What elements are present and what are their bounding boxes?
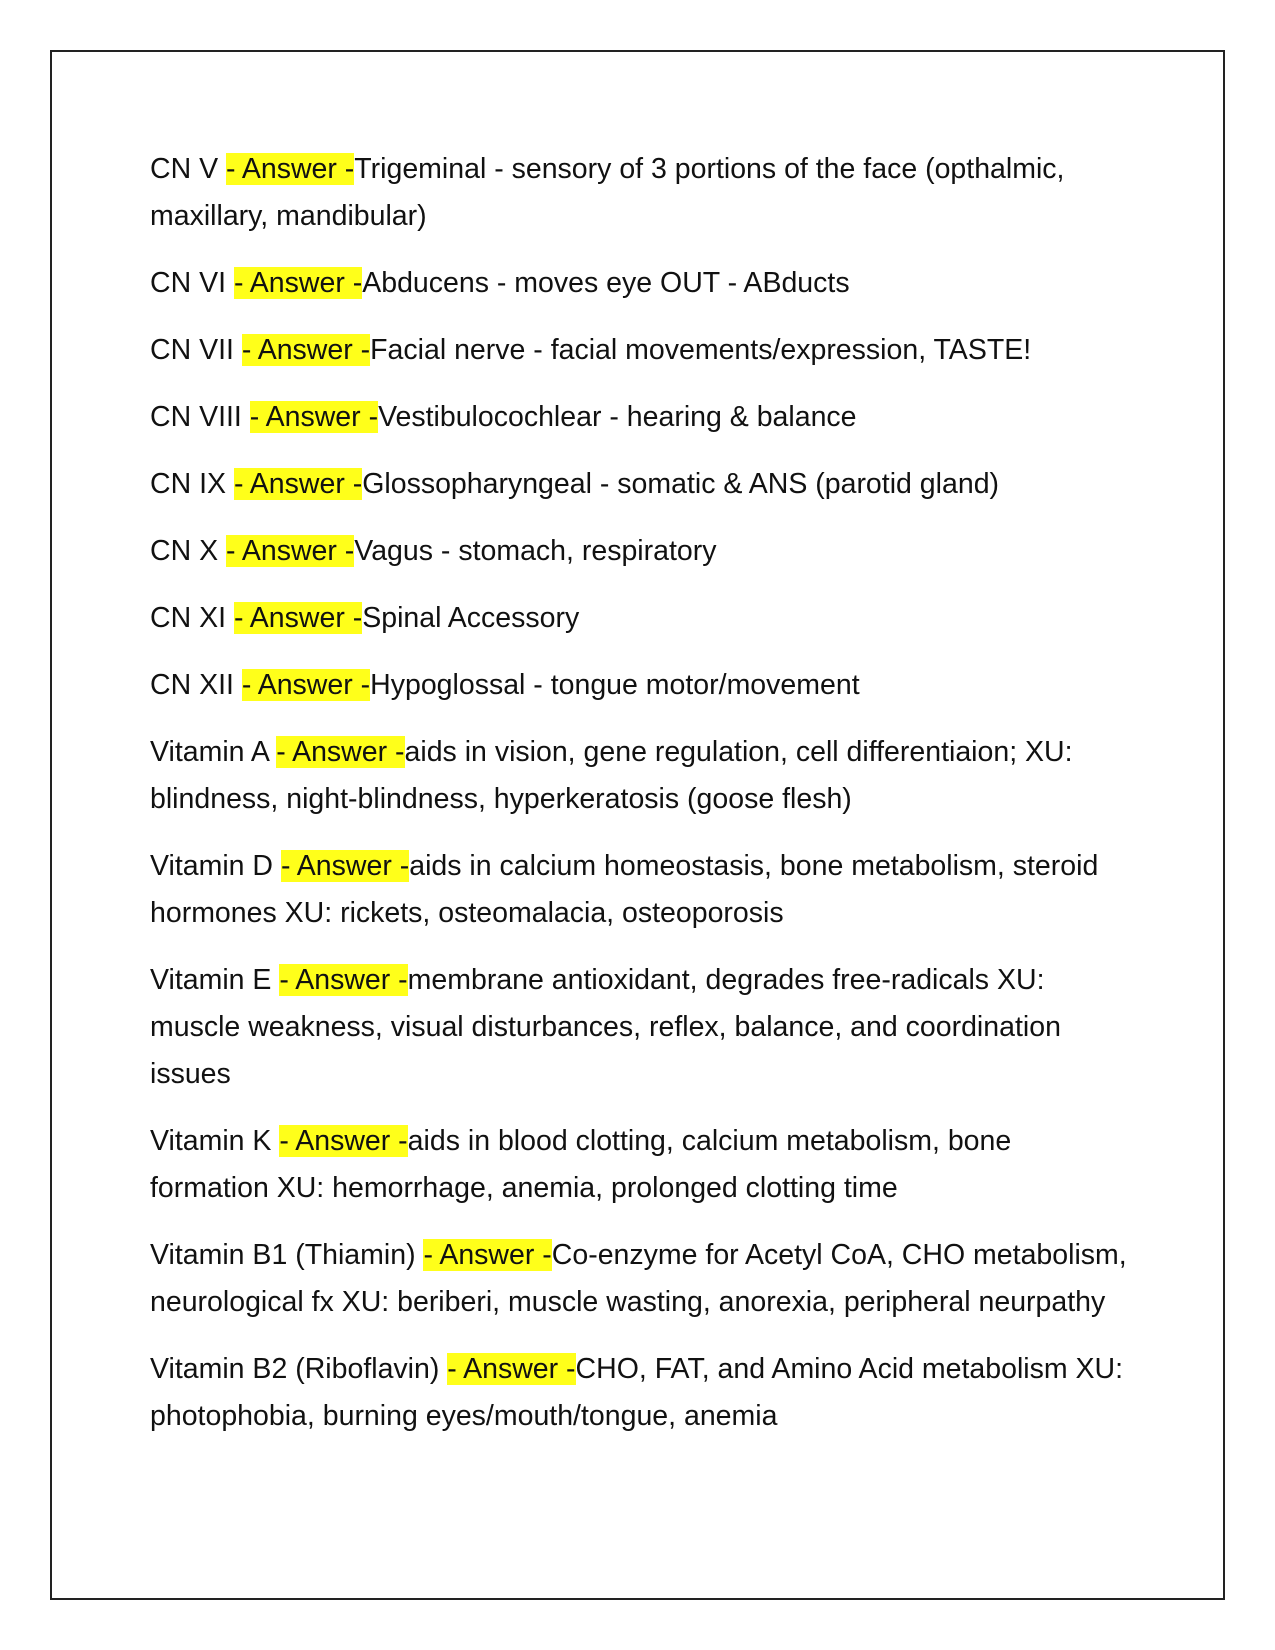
answer-highlight: - Answer -: [276, 736, 405, 768]
answer-highlight: - Answer -: [233, 602, 363, 634]
term: Vitamin E: [150, 964, 272, 996]
term: Vitamin K: [150, 1125, 272, 1157]
term: CN XI: [150, 602, 227, 634]
definition: Trigeminal - sensory of 3 portions of the face (opthalmic, maxillary, mandibular): [150, 153, 1065, 232]
definition: membrane antioxidant, degrades free-radicals XU: muscle weakness, visual disturbances, reflex, balance, and coordination issues: [150, 964, 1061, 1090]
definition: Co-enzyme for Acetyl CoA, CHO metabolism, neurological fx XU: beriberi, muscle wasting, anorexia, peripheral neurpathy: [150, 1239, 1127, 1318]
entry-vitamin-b2: [150, 1346, 1135, 1440]
term: Vitamin B1 (Thiamin): [150, 1239, 416, 1271]
answer-highlight: - Answer -: [241, 334, 371, 366]
term: Vitamin A: [150, 736, 269, 768]
term: Vitamin B2 (Riboflavin): [150, 1353, 440, 1385]
entry-vitamin-k: [150, 1118, 1135, 1212]
document-body: [150, 146, 1135, 1460]
definition: Hypoglossal - tongue motor/movement: [370, 669, 860, 701]
answer-highlight: - Answer -: [249, 401, 379, 433]
answer-highlight: - Answer -: [226, 535, 355, 567]
entry-cn-vi: [150, 260, 1135, 307]
entry-cn-xii: [150, 662, 1135, 709]
answer-highlight: - Answer -: [447, 1353, 576, 1385]
term: CN VII: [150, 334, 234, 366]
term: CN IX: [150, 468, 227, 500]
entry-cn-vii: [150, 327, 1135, 374]
term: CN X: [150, 535, 219, 567]
answer-highlight: - Answer -: [423, 1239, 552, 1271]
entry-cn-x: [150, 528, 1135, 575]
definition: Facial nerve - facial movements/expression, TASTE!: [370, 334, 1032, 366]
entry-vitamin-a: [150, 729, 1135, 823]
entry-cn-xi: [150, 595, 1135, 642]
definition: CHO, FAT, and Amino Acid metabolism XU: photophobia, burning eyes/mouth/tongue, anemia: [150, 1353, 1124, 1432]
definition: aids in blood clotting, calcium metabolism, bone formation XU: hemorrhage, anemia, prolonged clotting time: [150, 1125, 1012, 1204]
answer-highlight: - Answer -: [233, 468, 363, 500]
term: CN VIII: [150, 401, 242, 433]
entry-cn-v: [150, 146, 1135, 240]
answer-highlight: - Answer -: [241, 669, 371, 701]
term: CN VI: [150, 267, 227, 299]
definition: aids in vision, gene regulation, cell differentiaion; XU: blindness, night-blindness, hyperkeratosis (goose flesh): [150, 736, 1073, 815]
definition: Abducens - moves eye OUT - ABducts: [362, 267, 850, 299]
definition: aids in calcium homeostasis, bone metabolism, steroid hormones XU: rickets, osteomalacia, osteoporosis: [150, 850, 1099, 929]
term: CN V: [150, 153, 219, 185]
answer-highlight: - Answer -: [226, 153, 355, 185]
term: CN XII: [150, 669, 234, 701]
entry-cn-ix: [150, 461, 1135, 508]
definition: Vestibulocochlear - hearing & balance: [378, 401, 857, 433]
definition: Vagus - stomach, respiratory: [354, 535, 717, 567]
entry-vitamin-d: [150, 843, 1135, 937]
entry-vitamin-b1: [150, 1232, 1135, 1326]
definition: Spinal Accessory: [362, 602, 580, 634]
answer-highlight: - Answer -: [279, 964, 408, 996]
answer-highlight: - Answer -: [279, 1125, 408, 1157]
answer-highlight: - Answer -: [280, 850, 410, 882]
answer-highlight: - Answer -: [233, 267, 363, 299]
definition: Glossopharyngeal - somatic & ANS (parotid gland): [362, 468, 1000, 500]
entry-cn-viii: [150, 394, 1135, 441]
entry-vitamin-e: [150, 957, 1135, 1098]
term: Vitamin D: [150, 850, 274, 882]
